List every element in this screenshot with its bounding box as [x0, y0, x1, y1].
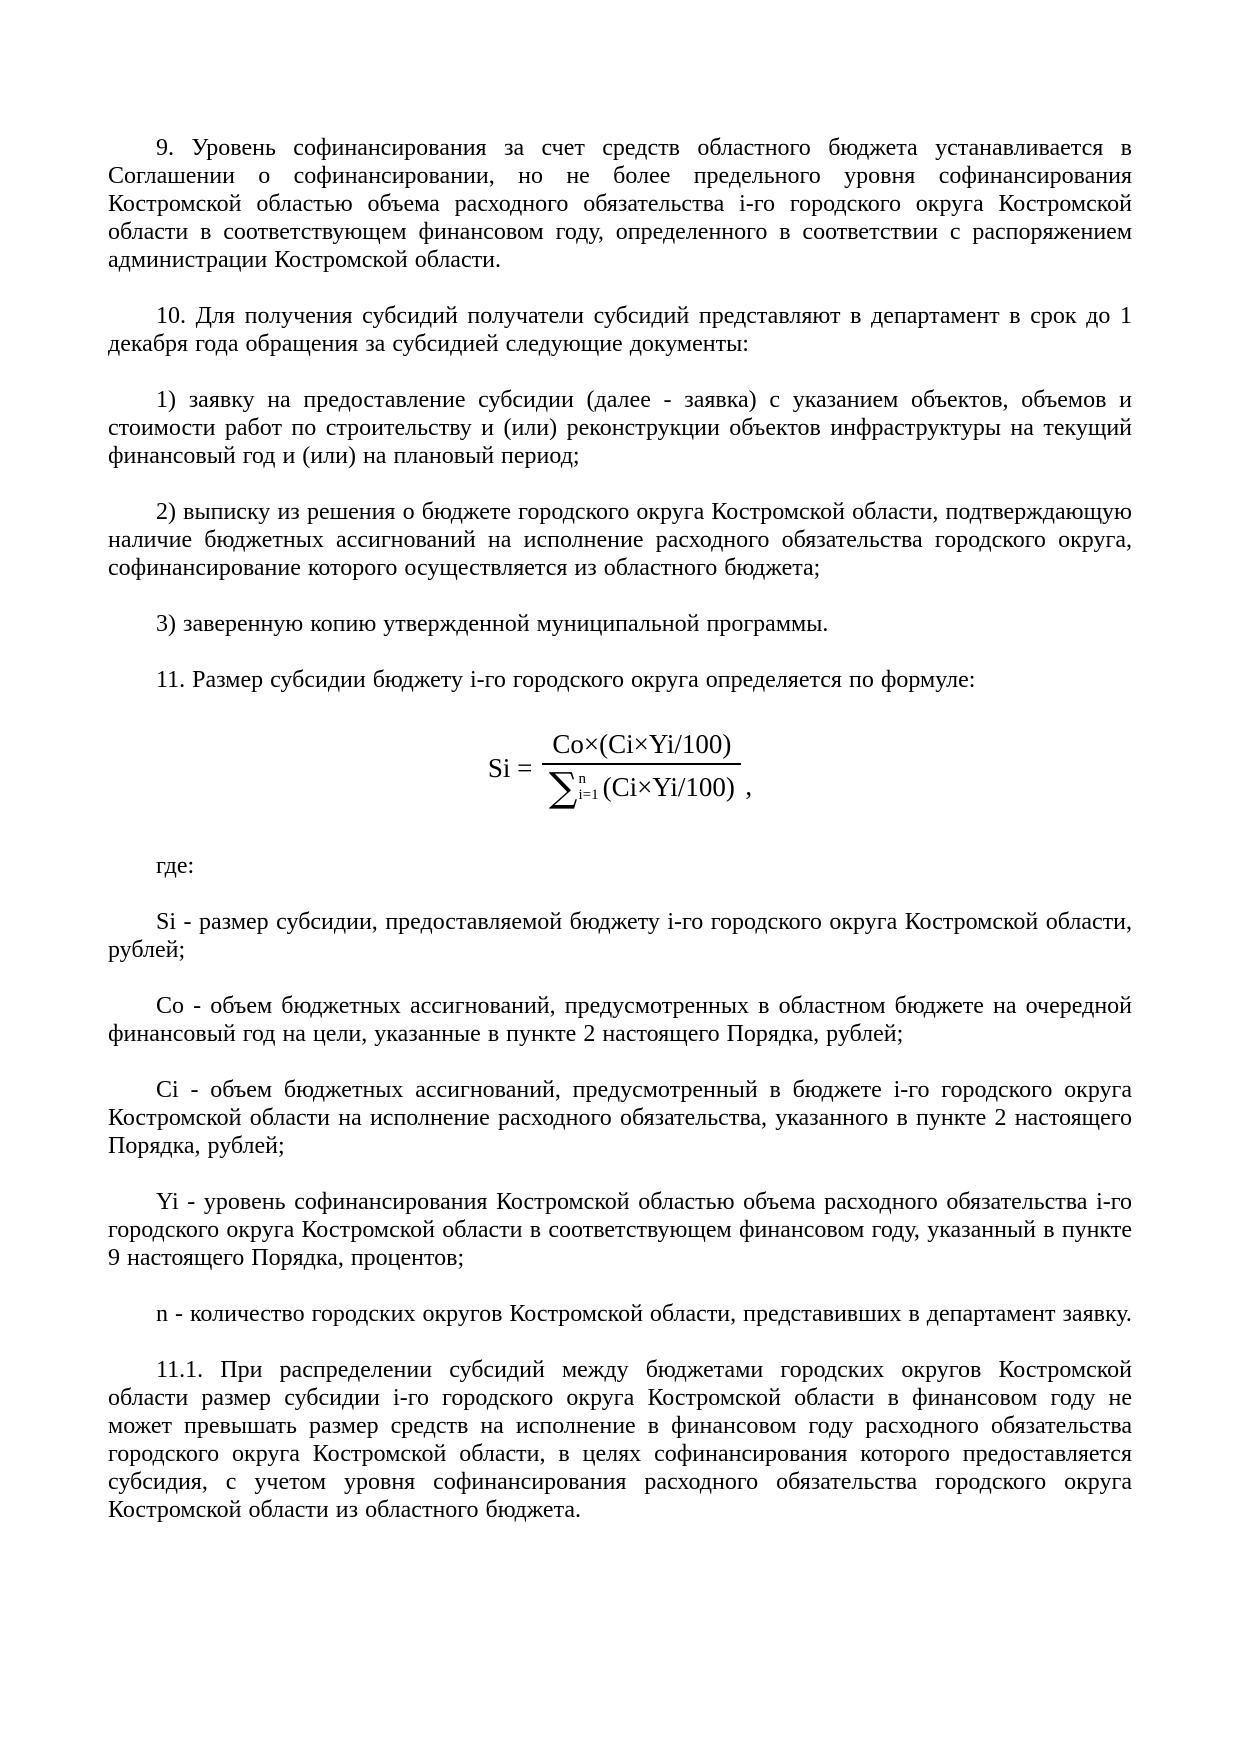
formula-denominator [548, 764, 735, 811]
definition-n: n - количество городских округов Костромской области, представивших в департамент заявку. [156, 1300, 1132, 1327]
paragraph-11-1: 11.1. При распределении субсидий между бюджетами городских округов Костромской области размер субсидии i-го городского округа Костромской области в финансовом году не может превышать размер средств на исполнение в финансовом году расходного обязательства городского округа Костромской области, в целях софинансирования которого предоставляется субсидия, с учетом уровня софинансирования расходного обязательства городского округа Костромской области из областного бюджета. [108, 1356, 1132, 1523]
paragraph-11: 11. Размер субсидии бюджету i-го городского округа определяется по формуле: [156, 667, 976, 693]
definition-yi: Yi - уровень софинансирования Костромской областью объема расходного обязательства i-го городского округа Костромской области в соответствующем финансовом году, указанный в пункте 9 настоящего Порядка, процентов; [108, 1188, 1132, 1271]
definition-co: Co - объем бюджетных ассигнований, предусмотренных в областном бюджете на очередной финансовый год на цели, указанные в пункте 2 настоящего Порядка, рублей; [108, 992, 1132, 1047]
denominator-expression: (Ci×Yi/100) [602, 771, 735, 802]
paragraph-10-item-2: 2) выписку из решения о бюджете городского округа Костромской области, подтверждающую наличие бюджетных ассигнований на исполнение расходного обязательства городского округа, софинансирование которого осуществляется из областного бюджета; [108, 499, 1132, 581]
definition-si: Si - размер субсидии, предоставляемой бюджету i-го городского округа Костромской области, рублей; [108, 908, 1132, 963]
formula-fraction [542, 729, 741, 811]
paragraph-9: 9. Уровень софинансирования за счет средств областного бюджета устанавливается в Соглашении о софинансировании, но не более предельного уровня софинансирования Костромской областью объема расходного обязательства i-го городского округа Костромской области в соответствующем финансовом году, определенного в соответствии с распоряжением администрации Костромской области. [108, 135, 1132, 273]
sigma-symbol: ∑ [548, 764, 578, 811]
paragraph-10: 10. Для получения субсидий получатели субсидий представляют в департамент в срок до 1 декабря года обращения за субсидией следующие документы: [108, 303, 1132, 357]
paragraph-10-item-3: 3) заверенную копию утвержденной муниципальной программы. [156, 611, 829, 637]
sigma-limits [578, 772, 598, 804]
definition-ci: Ci - объем бюджетных ассигнований, предусмотренный в бюджете i-го городского округа Костромской области на исполнение расходного обязательства, указанного в пункте 2 настоящего Порядка, рублей; [108, 1076, 1132, 1159]
sigma-lower-limit: i=1 [578, 786, 599, 803]
paragraph-10-item-1: 1) заявку на предоставление субсидии (далее - заявка) с указанием объектов, объемов и стоимости работ по строительству и (или) реконструкции объектов инфраструктуры на текущий финансовый год и (или) на плановый период; [108, 387, 1132, 469]
formula-trailing-comma: , [745, 771, 753, 801]
formula-numerator: Co×(Ci×Yi/100) [552, 729, 732, 759]
subsidy-formula [108, 729, 1132, 811]
sigma-upper-limit: n [578, 770, 586, 787]
paragraph-where: где: [156, 852, 195, 879]
formula-lhs: Si = [487, 753, 533, 783]
